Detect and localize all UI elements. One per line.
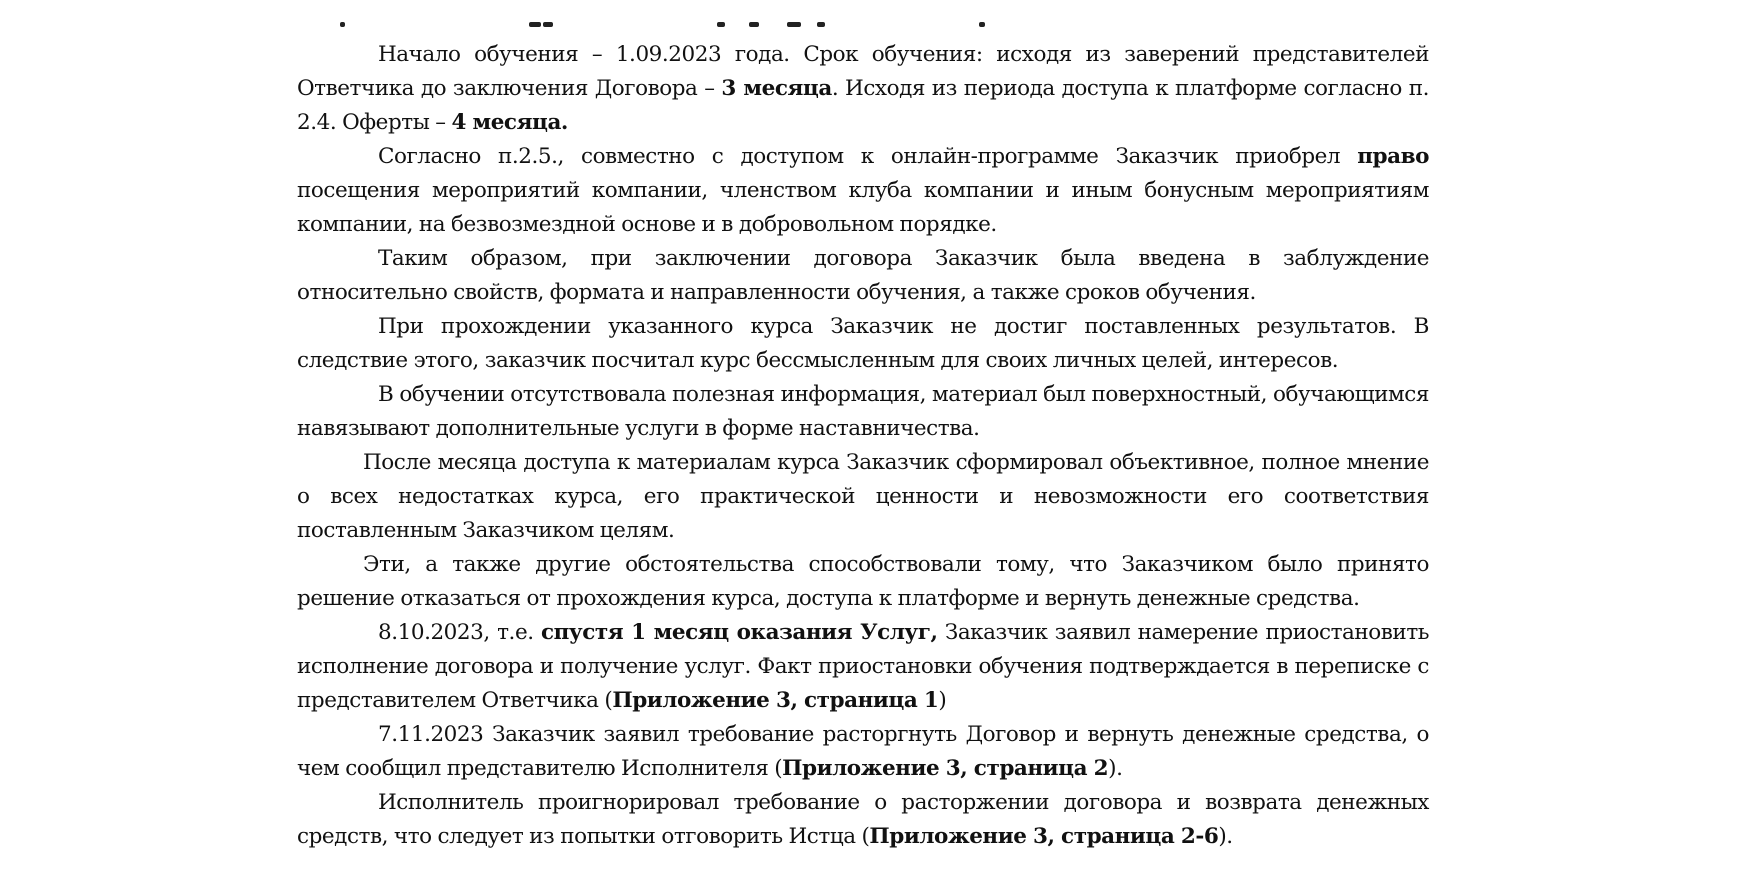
bold-text: спустя 1 месяц оказания Услуг, [540, 620, 938, 645]
document-body [297, 38, 1429, 854]
bold-text: Приложение 3, страница 2 [782, 756, 1109, 781]
paragraph [297, 548, 1429, 616]
paragraph [297, 446, 1429, 548]
text-run: посещения мероприятий компании, членством клуба компании и иным бонусным мероприятиям компании, на безвозмездной основе и в добровольном порядке. [297, 178, 1429, 237]
paragraph [297, 38, 1429, 140]
text-run: Эти, а также другие обстоятельства способствовали тому, что Заказчиком было принято решение отказаться от прохождения курса, доступа к платформе и вернуть денежные средства. [297, 552, 1429, 611]
paragraph [297, 786, 1429, 854]
text-run: Исполнитель проигнорировал требование о расторжении договора и возврата денежных средств, что следует из попытки отговорить Истца ( [297, 790, 1429, 849]
bold-text: 4 месяца. [451, 110, 568, 135]
paragraph [297, 310, 1429, 378]
bold-text: Приложение 3, страница 1 [612, 688, 939, 713]
paragraph [297, 378, 1429, 446]
text-run: При прохождении указанного курса Заказчик не достиг поставленных результатов. В следствие этого, заказчик посчитал курс бессмысленным для своих личных целей, интересов. [297, 314, 1429, 373]
bold-text: 3 месяца [721, 76, 832, 101]
bold-text: Приложение 3, страница 2-6 [869, 824, 1219, 849]
text-run: ). [1108, 756, 1123, 781]
text-run: Заказчик заявил намерение приостановить исполнение договора и получение услуг. Факт приостановки обучения подтверждается в переписке с представителем Ответчика ( [297, 620, 1430, 713]
text-run: ). [1218, 824, 1233, 849]
text-run: 7.11.2023 Заказчик заявил требование расторгнуть Договор и вернуть денежные средства, о чем сообщил представителю Исполнителя ( [297, 722, 1429, 781]
text-run: Начало обучения – 1.09.2023 года. Срок обучения: исходя из заверений представителей Ответчика до заключения Договора – [297, 42, 1429, 101]
text-run: ) [938, 688, 947, 713]
bold-text: право [1357, 144, 1429, 169]
text-run: Согласно п.2.5., совместно с доступом к онлайн-программе Заказчик приобрел [378, 144, 1358, 169]
text-run: В обучении отсутствовала полезная информация, материал был поверхностный, обучающимся навязывают дополнительные услуги в форме наставничества. [297, 382, 1429, 441]
text-run: . Исходя из периода доступа к платформе согласно п. 2.4. Оферты – [297, 76, 1429, 135]
text-run: 8.10.2023, т.е. [378, 620, 541, 645]
clipped-previous-line [297, 0, 1429, 30]
paragraph [297, 718, 1429, 786]
paragraph [297, 242, 1429, 310]
paragraph [297, 140, 1429, 242]
text-run: Таким образом, при заключении договора Заказчик была введена в заблуждение относительно свойств, формата и направленности обучения, а также сроков обучения. [297, 246, 1429, 305]
paragraph [297, 616, 1429, 718]
text-run: После месяца доступа к материалам курса Заказчик сформировал объективное, полное мнение о всех недостатках курса, его практической ценности и невозможности его соответствия поставленным Заказчиком целям. [297, 450, 1429, 543]
